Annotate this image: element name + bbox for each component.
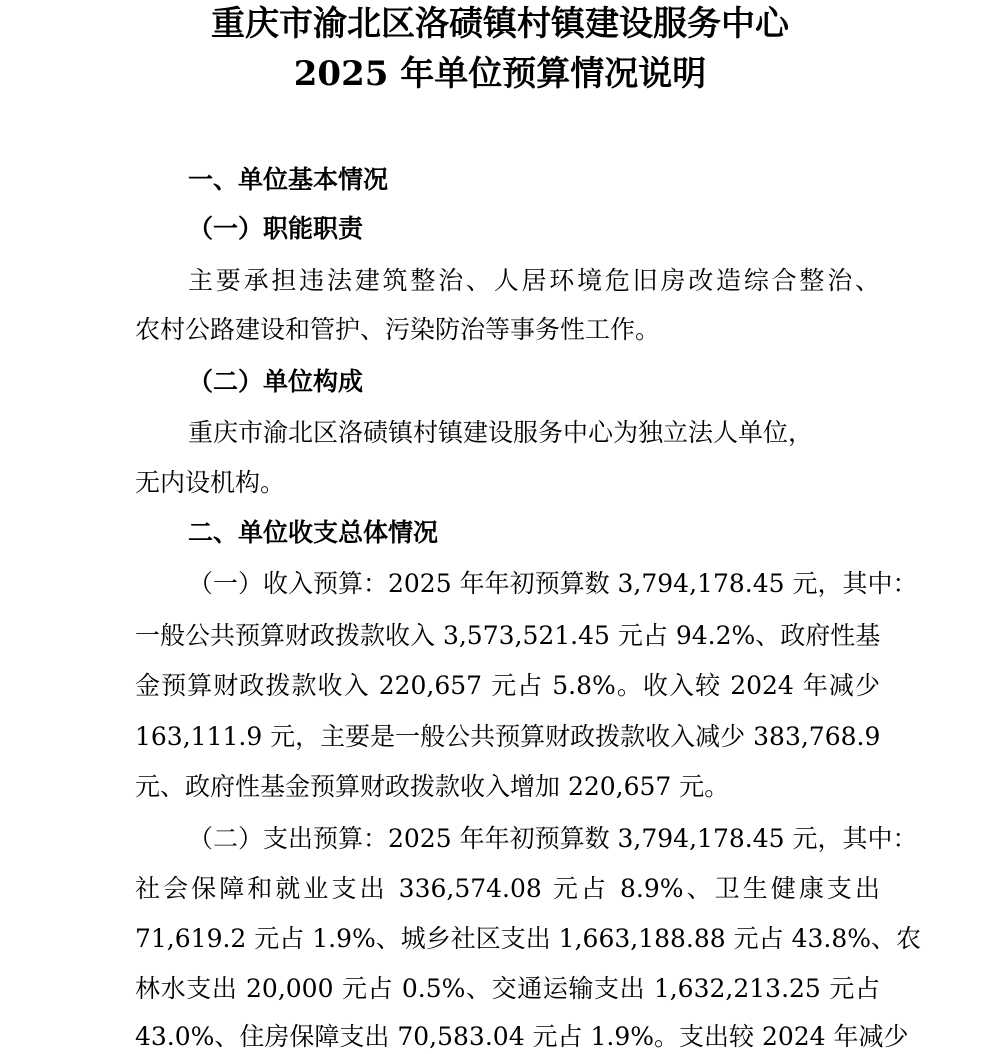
income-paragraph-line-2: 一般公共预算财政拨款收入 3,573,521.45 元占 94.2%、政府性基 [135, 621, 881, 650]
expense-paragraph-line-2: 社会保障和就业支出 336,574.08 元占 8.9%、卫生健康支出 [135, 874, 880, 903]
composition-paragraph-line-1: 重庆市渝北区洛碛镇村镇建设服务中心为独立法人单位， [188, 418, 814, 447]
expense-paragraph-line-5: 43.0%、住房保障支出 70,583.04 元占 1.9%。支出较 2024 年减少 [135, 1022, 909, 1051]
subsection-heading-functions: （一）职能职责 [188, 214, 364, 243]
income-paragraph-line-1: （一）收入预算：2025 年年初预算数 3,794,178.45 元，其中： [188, 569, 918, 598]
functions-paragraph-line-2: 农村公路建设和管护、污染防治等事务性工作。 [135, 315, 661, 344]
functions-paragraph-line-1: 主要承担违法建筑整治、人居环境危旧房改造综合整治、 [188, 266, 880, 295]
document-title-line-1: 重庆市渝北区洛碛镇村镇建设服务中心 [211, 4, 789, 44]
income-paragraph-line-3: 金预算财政拨款收入 220,657 元占 5.8%。收入较 2024 年减少 [135, 671, 880, 700]
document-title-line-2: 2025 年单位预算情况说明 [293, 54, 707, 94]
section-heading-overall-budget: 二、单位收支总体情况 [188, 518, 439, 547]
composition-paragraph-line-2: 无内设机构。 [135, 468, 286, 497]
income-paragraph-line-4: 163,111.9 元，主要是一般公共预算财政拨款收入减少 383,768.9 [135, 722, 881, 751]
expense-paragraph-line-3: 71,619.2 元占 1.9%、城乡社区支出 1,663,188.88 元占 43.8%、农 [135, 924, 921, 953]
expense-paragraph-line-1: （二）支出预算：2025 年年初预算数 3,794,178.45 元，其中： [188, 824, 918, 853]
section-heading-basic-info: 一、单位基本情况 [188, 165, 389, 194]
expense-paragraph-line-4: 林水支出 20,000 元占 0.5%、交通运输支出 1,632,213.25 元占 [135, 974, 880, 1003]
subsection-heading-composition: （二）单位构成 [188, 367, 364, 396]
income-paragraph-line-5: 元、政府性基金预算财政拨款收入增加 220,657 元。 [135, 772, 730, 801]
